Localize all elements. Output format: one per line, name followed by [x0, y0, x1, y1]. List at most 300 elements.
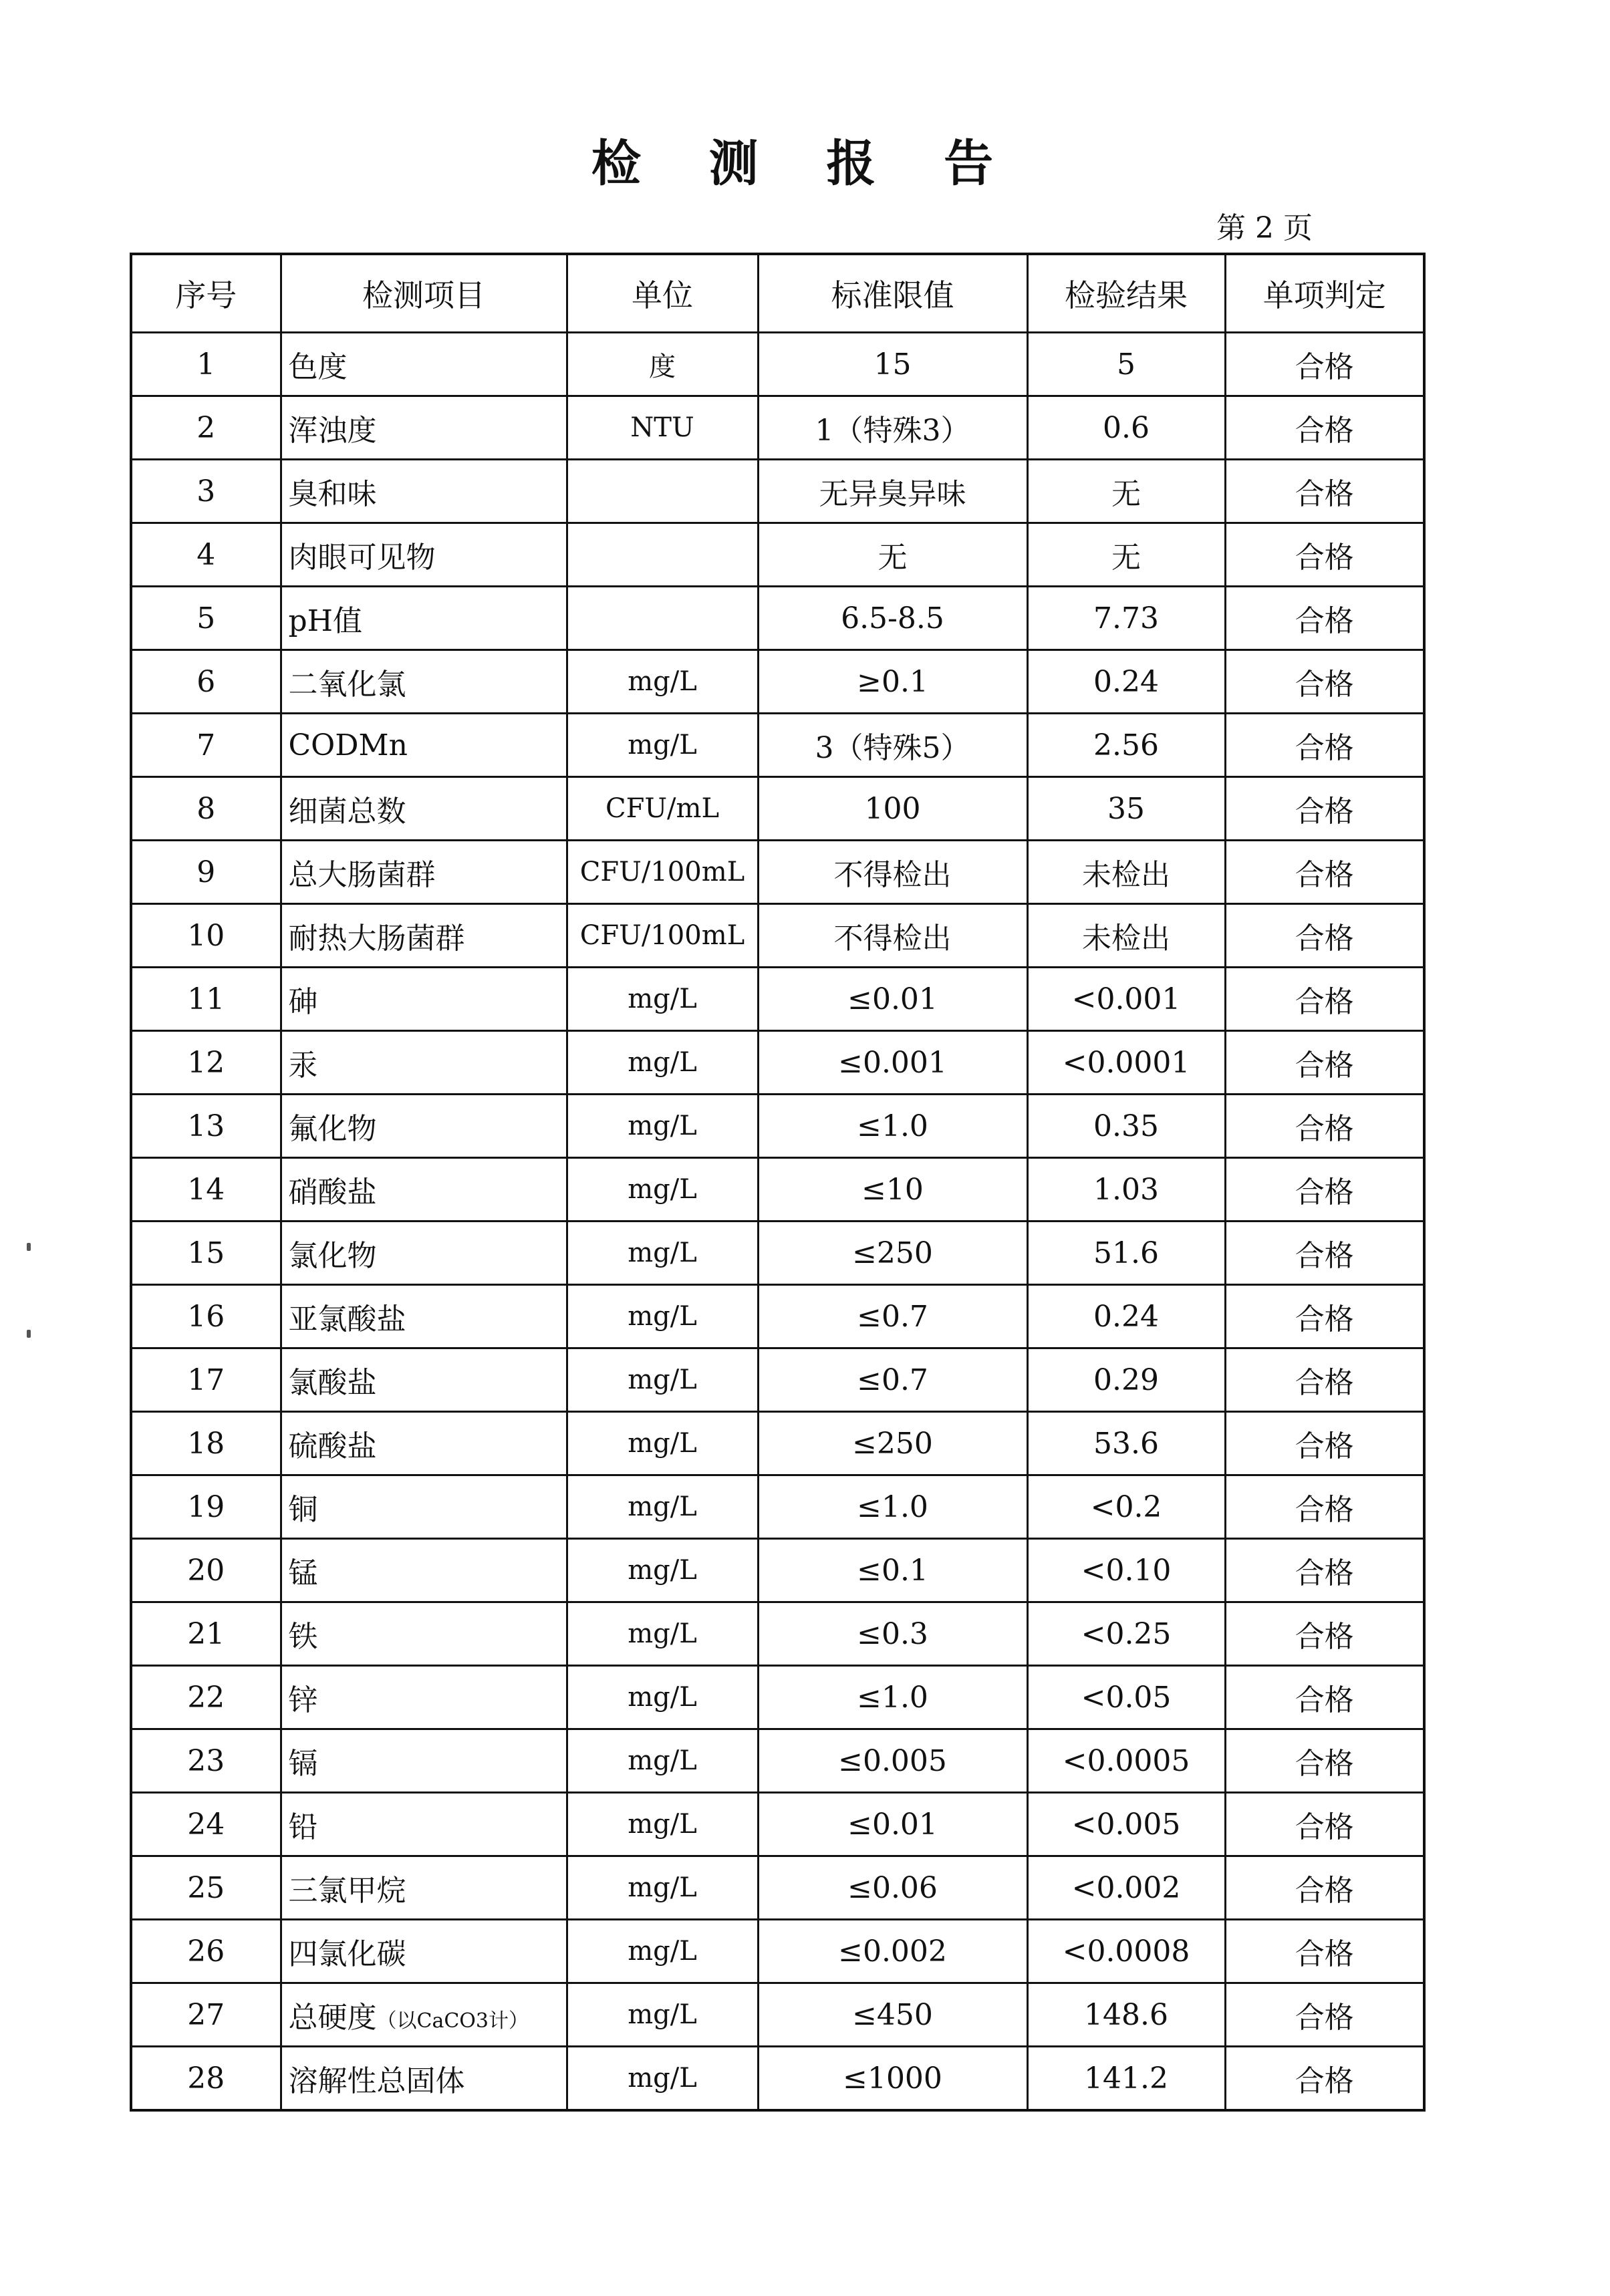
- cell-item-text: 硝酸盐: [288, 1175, 377, 1209]
- cell-no-text: 15: [187, 1236, 225, 1270]
- cell-unit-text: mg/L: [628, 1365, 697, 1395]
- cell-unit: [567, 1983, 758, 2047]
- table-row: [131, 1285, 1424, 1348]
- cell-unit: [567, 650, 758, 714]
- cell-result-text: <0.2: [1090, 1489, 1162, 1524]
- cell-result-text: 0.6: [1103, 410, 1150, 445]
- cell-judgement: [1225, 1348, 1424, 1412]
- cell-item-text: 总大肠菌群: [288, 858, 436, 892]
- cell-item: [281, 1475, 567, 1539]
- cell-no-text: 16: [187, 1299, 225, 1334]
- cell-result: [1027, 1729, 1225, 1793]
- cell-unit: [567, 1856, 758, 1920]
- cell-result: [1027, 1285, 1225, 1348]
- cell-item-text: 耐热大肠菌群: [288, 921, 465, 956]
- cell-no-text: 10: [187, 918, 225, 953]
- cell-no-text: 28: [187, 2061, 225, 2096]
- cell-unit-text: CFU/100mL: [579, 920, 745, 951]
- cell-result: [1027, 650, 1225, 714]
- cell-item: [281, 1793, 567, 1856]
- cell-judgement-text: 合格: [1295, 1937, 1354, 1971]
- cell-unit-text: mg/L: [628, 1047, 697, 1078]
- cell-unit-text: mg/L: [628, 1491, 697, 1522]
- cell-result-text: 0.24: [1093, 1299, 1159, 1334]
- cell-limit-text: ≤0.001: [838, 1045, 947, 1080]
- cell-result: [1027, 1602, 1225, 1666]
- cell-item: [281, 2047, 567, 2111]
- cell-no-text: 22: [187, 1680, 225, 1715]
- cell-no-text: 19: [187, 1489, 225, 1524]
- cell-judgement-text: 合格: [1295, 2064, 1354, 2098]
- table-row: [131, 1158, 1424, 1222]
- cell-judgement-text: 合格: [1295, 414, 1354, 448]
- header-limit: 标准限值: [758, 254, 1027, 333]
- cell-limit: [758, 1475, 1027, 1539]
- cell-item-text: 砷: [288, 985, 318, 1019]
- cell-unit-text: mg/L: [628, 666, 697, 697]
- cell-judgement: [1225, 841, 1424, 904]
- cell-result: [1027, 396, 1225, 460]
- cell-limit: [758, 650, 1027, 714]
- table-row: [131, 1348, 1424, 1412]
- cell-judgement-text: 合格: [1295, 1175, 1354, 1209]
- cell-no: [131, 1412, 281, 1475]
- cell-no-text: 20: [187, 1553, 225, 1588]
- cell-result-text: 141.2: [1084, 2061, 1168, 2096]
- cell-result: [1027, 1095, 1225, 1158]
- table-row: [131, 1539, 1424, 1602]
- cell-no: [131, 841, 281, 904]
- cell-unit: [567, 777, 758, 841]
- cell-limit: [758, 1729, 1027, 1793]
- cell-judgement: [1225, 333, 1424, 396]
- cell-item-text: 铜: [288, 1493, 318, 1527]
- table-row: [131, 1729, 1424, 1793]
- cell-limit-text: ≤250: [852, 1236, 933, 1270]
- header-unit: 单位: [567, 254, 758, 333]
- cell-judgement-text: 合格: [1295, 1874, 1354, 1908]
- cell-item-text: 氯化物: [288, 1239, 377, 1273]
- cell-unit: [567, 714, 758, 777]
- cell-unit: [567, 1348, 758, 1412]
- cell-item-text: 细菌总数: [288, 795, 406, 829]
- cell-result-text: <0.10: [1081, 1553, 1172, 1588]
- cell-judgement: [1225, 1793, 1424, 1856]
- cell-limit: [758, 1222, 1027, 1285]
- cell-limit-text: 3（特殊5）: [815, 731, 970, 765]
- cell-limit-text: ≤0.3: [857, 1616, 928, 1651]
- cell-judgement-text: 合格: [1295, 731, 1354, 765]
- cell-result-text: 7.73: [1093, 601, 1159, 635]
- cell-unit: [567, 2047, 758, 2111]
- table-row: [131, 1412, 1424, 1475]
- cell-item: [281, 523, 567, 587]
- cell-item-text: 汞: [288, 1048, 318, 1083]
- cell-judgement: [1225, 523, 1424, 587]
- cell-unit: [567, 1222, 758, 1285]
- cell-unit: [567, 1158, 758, 1222]
- cell-unit: [567, 1729, 758, 1793]
- cell-judgement: [1225, 1095, 1424, 1158]
- cell-result-text: <0.0008: [1062, 1934, 1190, 1969]
- cell-unit-text: mg/L: [628, 2063, 697, 2094]
- cell-result: [1027, 1793, 1225, 1856]
- cell-limit-text: ≤0.002: [838, 1934, 947, 1969]
- cell-result-text: <0.05: [1081, 1680, 1172, 1715]
- table-row: [131, 904, 1424, 968]
- table-row: [131, 333, 1424, 396]
- cell-result-text: 0.24: [1093, 664, 1159, 699]
- cell-item: [281, 1222, 567, 1285]
- cell-judgement: [1225, 1920, 1424, 1983]
- cell-result-text: 35: [1107, 791, 1145, 826]
- cell-no: [131, 1666, 281, 1729]
- cell-item: [281, 1602, 567, 1666]
- cell-item: [281, 1031, 567, 1095]
- cell-unit-text: mg/L: [628, 1745, 697, 1776]
- cell-item: [281, 1666, 567, 1729]
- cell-unit: [567, 1602, 758, 1666]
- table-row: [131, 2047, 1424, 2111]
- cell-item: [281, 333, 567, 396]
- cell-limit: [758, 587, 1027, 650]
- cell-result-text: 0.35: [1093, 1109, 1159, 1143]
- cell-unit: [567, 396, 758, 460]
- cell-unit-text: mg/L: [628, 1555, 697, 1586]
- cell-judgement-text: 合格: [1295, 858, 1354, 892]
- table-row: [131, 777, 1424, 841]
- cell-judgement-text: 合格: [1295, 1493, 1354, 1527]
- table-row: [131, 1222, 1424, 1285]
- cell-unit-text: mg/L: [628, 1936, 697, 1967]
- cell-unit: [567, 904, 758, 968]
- cell-unit-text: CFU/100mL: [579, 857, 745, 887]
- cell-item-text: 镉: [288, 1747, 318, 1781]
- cell-judgement-text: 合格: [1295, 477, 1354, 511]
- cell-result-text: <0.0005: [1062, 1743, 1190, 1778]
- header-no: 序号: [131, 254, 281, 333]
- cell-no: [131, 1983, 281, 2047]
- cell-result: [1027, 1856, 1225, 1920]
- cell-no: [131, 968, 281, 1031]
- cell-no-text: 11: [187, 982, 225, 1016]
- cell-no-text: 2: [196, 410, 216, 445]
- table-row: [131, 1602, 1424, 1666]
- scan-speck: [27, 1243, 31, 1251]
- cell-unit: [567, 1539, 758, 1602]
- cell-judgement: [1225, 1285, 1424, 1348]
- table-row: [131, 523, 1424, 587]
- cell-limit-text: ≤450: [852, 1997, 933, 2032]
- cell-result: [1027, 523, 1225, 587]
- cell-no-text: 5: [196, 601, 216, 635]
- cell-result-text: <0.002: [1071, 1870, 1181, 1905]
- cell-item-text: pH值: [288, 604, 363, 638]
- cell-result-text: 0.29: [1093, 1362, 1159, 1397]
- cell-no-text: 23: [187, 1743, 225, 1778]
- cell-limit: [758, 1285, 1027, 1348]
- cell-result-text: <0.0001: [1062, 1045, 1190, 1080]
- cell-result-text: 5: [1117, 347, 1135, 382]
- cell-limit: [758, 714, 1027, 777]
- cell-unit: [567, 1412, 758, 1475]
- cell-limit: [758, 1983, 1027, 2047]
- cell-judgement-text: 合格: [1295, 1429, 1354, 1463]
- cell-no-text: 17: [187, 1362, 225, 1397]
- cell-judgement-text: 合格: [1295, 1366, 1354, 1400]
- cell-item: [281, 1412, 567, 1475]
- cell-limit: [758, 333, 1027, 396]
- table-row: [131, 396, 1424, 460]
- cell-no-text: 8: [196, 791, 216, 826]
- cell-limit: [758, 1856, 1027, 1920]
- cell-unit-text: mg/L: [628, 1872, 697, 1903]
- cell-item: [281, 904, 567, 968]
- cell-no-text: 1: [196, 347, 216, 382]
- cell-limit-text: 不得检出: [833, 858, 952, 892]
- cell-result-text: 148.6: [1084, 1997, 1168, 2032]
- cell-item-text: 锰: [288, 1556, 318, 1590]
- cell-unit-text: mg/L: [628, 1238, 697, 1268]
- table-row: [131, 650, 1424, 714]
- cell-limit-text: ≤1.0: [857, 1109, 928, 1143]
- cell-no: [131, 587, 281, 650]
- cell-no: [131, 1475, 281, 1539]
- cell-limit: [758, 1539, 1027, 1602]
- cell-result: [1027, 1983, 1225, 2047]
- table-body: [131, 333, 1424, 2111]
- cell-no: [131, 1856, 281, 1920]
- cell-unit: [567, 523, 758, 587]
- cell-limit-text: 6.5-8.5: [841, 601, 944, 635]
- cell-result: [1027, 333, 1225, 396]
- cell-judgement: [1225, 1031, 1424, 1095]
- cell-item-text: CODMn: [288, 728, 408, 762]
- cell-result-text: <0.25: [1081, 1616, 1172, 1651]
- cell-unit: [567, 333, 758, 396]
- cell-unit-text: mg/L: [628, 1682, 697, 1713]
- page-title: 检 测 报 告: [591, 135, 1019, 192]
- cell-judgement-text: 合格: [1295, 921, 1354, 956]
- cell-result: [1027, 1412, 1225, 1475]
- cell-result: [1027, 587, 1225, 650]
- cell-item-text: 氯酸盐: [288, 1366, 377, 1400]
- cell-no-text: 3: [196, 474, 216, 509]
- cell-item: [281, 1348, 567, 1412]
- cell-no: [131, 650, 281, 714]
- cell-item: [281, 1729, 567, 1793]
- item-note: （以CaCO3计）: [376, 2009, 529, 2033]
- cell-judgement-text: 合格: [1295, 985, 1354, 1019]
- table-row: [131, 1031, 1424, 1095]
- cell-no: [131, 1031, 281, 1095]
- cell-judgement-text: 合格: [1295, 795, 1354, 829]
- cell-no-text: 25: [187, 1870, 225, 1905]
- cell-item-text: 肉眼可见物: [288, 541, 436, 575]
- cell-no-text: 4: [196, 537, 216, 572]
- cell-no: [131, 777, 281, 841]
- cell-limit: [758, 1031, 1027, 1095]
- cell-limit: [758, 841, 1027, 904]
- cell-no: [131, 1095, 281, 1158]
- cell-result-text: 2.56: [1093, 728, 1159, 762]
- cell-result: [1027, 1539, 1225, 1602]
- cell-result: [1027, 1031, 1225, 1095]
- cell-no: [131, 1285, 281, 1348]
- cell-judgement: [1225, 1158, 1424, 1222]
- cell-judgement: [1225, 1602, 1424, 1666]
- cell-unit: [567, 1095, 758, 1158]
- table-row: [131, 1475, 1424, 1539]
- cell-limit-text: ≤0.7: [857, 1362, 928, 1397]
- cell-limit: [758, 1666, 1027, 1729]
- cell-judgement: [1225, 2047, 1424, 2111]
- cell-no: [131, 1920, 281, 1983]
- cell-result: [1027, 1348, 1225, 1412]
- cell-item: [281, 1983, 567, 2047]
- cell-limit-text: 100: [864, 791, 921, 826]
- cell-result: [1027, 1158, 1225, 1222]
- cell-result: [1027, 777, 1225, 841]
- cell-no: [131, 2047, 281, 2111]
- cell-limit-text: ≤250: [852, 1426, 933, 1461]
- cell-judgement-text: 合格: [1295, 1048, 1354, 1083]
- cell-limit: [758, 968, 1027, 1031]
- cell-item: [281, 1158, 567, 1222]
- cell-judgement: [1225, 396, 1424, 460]
- cell-no-text: 13: [187, 1109, 225, 1143]
- cell-limit-text: ≤0.06: [847, 1870, 938, 1905]
- cell-result: [1027, 460, 1225, 523]
- cell-judgement-text: 合格: [1295, 1620, 1354, 1654]
- cell-judgement-text: 合格: [1295, 1302, 1354, 1336]
- cell-unit: [567, 460, 758, 523]
- cell-limit: [758, 1602, 1027, 1666]
- cell-result-text: 未检出: [1082, 921, 1170, 956]
- cell-result: [1027, 841, 1225, 904]
- cell-limit: [758, 904, 1027, 968]
- cell-limit-text: 15: [874, 347, 912, 382]
- cell-judgement: [1225, 1539, 1424, 1602]
- cell-unit: [567, 1666, 758, 1729]
- cell-result: [1027, 1475, 1225, 1539]
- cell-item: [281, 1539, 567, 1602]
- cell-no-text: 26: [187, 1934, 225, 1969]
- cell-item: [281, 460, 567, 523]
- cell-no: [131, 1348, 281, 1412]
- cell-unit: [567, 1031, 758, 1095]
- cell-no-text: 6: [196, 664, 216, 699]
- cell-item-text: 亚氯酸盐: [288, 1302, 406, 1336]
- cell-limit: [758, 777, 1027, 841]
- cell-result-text: 51.6: [1093, 1236, 1159, 1270]
- cell-item-text: 铅: [288, 1810, 318, 1844]
- header-item: 检测项目: [281, 254, 567, 333]
- cell-no: [131, 1793, 281, 1856]
- cell-unit-text: mg/L: [628, 1111, 697, 1141]
- cell-limit: [758, 1095, 1027, 1158]
- table-row: [131, 714, 1424, 777]
- cell-limit-text: ≤0.005: [838, 1743, 947, 1778]
- table-row: [131, 1856, 1424, 1920]
- cell-judgement-text: 合格: [1295, 1683, 1354, 1717]
- cell-limit-text: 1（特殊3）: [815, 414, 970, 448]
- cell-no: [131, 1602, 281, 1666]
- cell-item: [281, 1920, 567, 1983]
- cell-result: [1027, 904, 1225, 968]
- cell-unit-text: mg/L: [628, 730, 697, 760]
- cell-unit-text: CFU/mL: [605, 793, 720, 824]
- cell-limit-text: 无异臭异味: [819, 477, 966, 511]
- cell-judgement-text: 合格: [1295, 668, 1354, 702]
- cell-result-text: <0.001: [1071, 982, 1181, 1016]
- cell-no: [131, 460, 281, 523]
- cell-limit: [758, 1158, 1027, 1222]
- cell-limit: [758, 2047, 1027, 2111]
- cell-limit-text: ≤10: [861, 1172, 924, 1207]
- cell-judgement: [1225, 1475, 1424, 1539]
- cell-item: [281, 396, 567, 460]
- table-row: [131, 968, 1424, 1031]
- cell-limit: [758, 523, 1027, 587]
- cell-limit-text: ≤0.7: [857, 1299, 928, 1334]
- cell-no: [131, 714, 281, 777]
- cell-no: [131, 1222, 281, 1285]
- cell-item-text: 二氧化氯: [288, 668, 406, 702]
- cell-judgement: [1225, 1729, 1424, 1793]
- cell-limit: [758, 396, 1027, 460]
- cell-judgement: [1225, 1412, 1424, 1475]
- cell-limit-text: ≥0.1: [857, 664, 928, 699]
- header-result: 检验结果: [1027, 254, 1225, 333]
- cell-result-text: 53.6: [1093, 1426, 1159, 1461]
- cell-item-text: 氟化物: [288, 1112, 377, 1146]
- cell-limit: [758, 1793, 1027, 1856]
- cell-item: [281, 1095, 567, 1158]
- cell-unit-text: mg/L: [628, 1809, 697, 1840]
- cell-no-text: 18: [187, 1426, 225, 1461]
- cell-limit: [758, 460, 1027, 523]
- cell-item-text: 臭和味: [288, 477, 377, 511]
- cell-limit-text: ≤1.0: [857, 1489, 928, 1524]
- cell-result-text: <0.005: [1071, 1807, 1181, 1842]
- cell-item-text: 铁: [288, 1620, 318, 1654]
- cell-unit-text: mg/L: [628, 1999, 697, 2030]
- cell-result: [1027, 1920, 1225, 1983]
- cell-judgement-text: 合格: [1295, 2001, 1354, 2035]
- cell-result: [1027, 968, 1225, 1031]
- cell-item: [281, 777, 567, 841]
- table-row: [131, 1920, 1424, 1983]
- cell-unit-text: mg/L: [628, 1428, 697, 1459]
- cell-judgement-text: 合格: [1295, 604, 1354, 638]
- cell-judgement: [1225, 714, 1424, 777]
- cell-judgement: [1225, 460, 1424, 523]
- table-row: [131, 460, 1424, 523]
- cell-judgement: [1225, 968, 1424, 1031]
- cell-judgement: [1225, 650, 1424, 714]
- header-judgement: 单项判定: [1225, 254, 1424, 333]
- cell-judgement-text: 合格: [1295, 1239, 1354, 1273]
- cell-unit: [567, 1475, 758, 1539]
- cell-no: [131, 333, 281, 396]
- cell-unit-text: NTU: [630, 412, 694, 443]
- cell-limit-text: ≤1000: [843, 2061, 942, 2096]
- cell-unit-text: mg/L: [628, 1174, 697, 1205]
- cell-no-text: 24: [187, 1807, 225, 1842]
- cell-unit: [567, 1920, 758, 1983]
- cell-item-text: 溶解性总固体: [288, 2064, 465, 2098]
